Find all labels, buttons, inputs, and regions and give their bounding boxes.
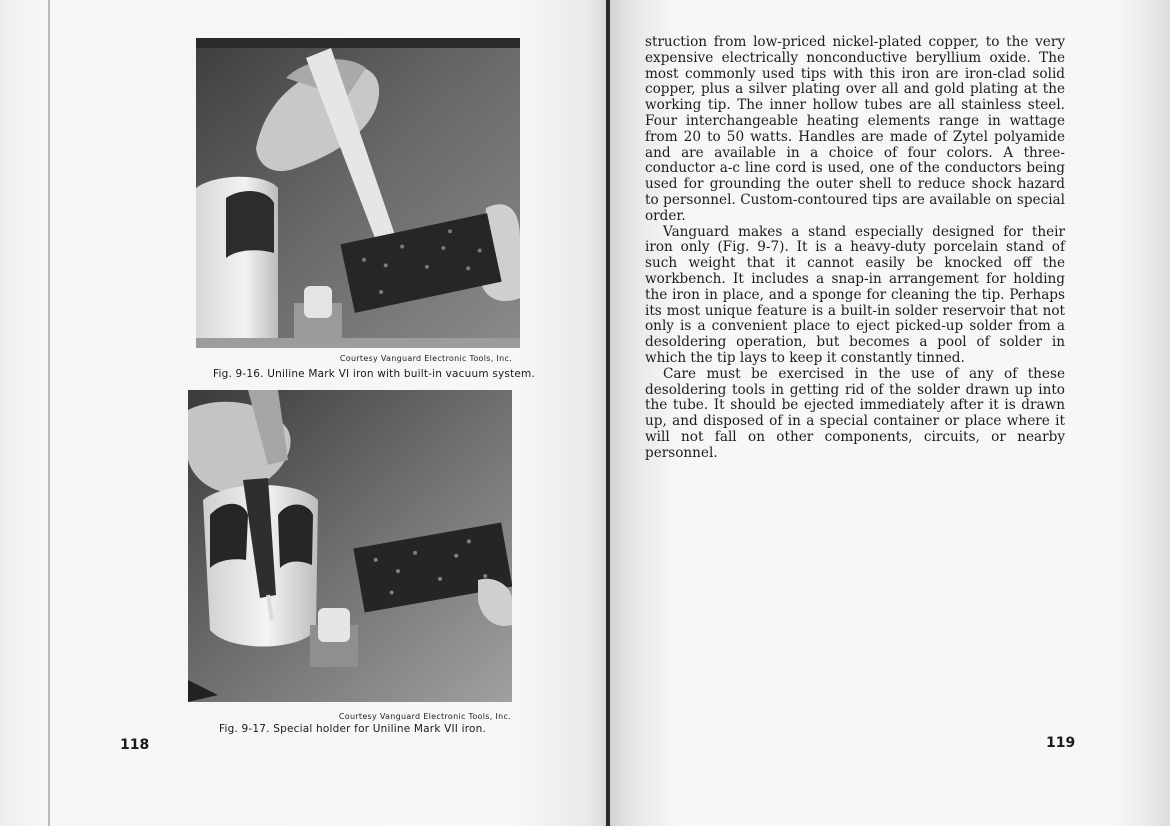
paragraph-2: Vanguard makes a stand especially designed for their iron only (Fig. 9-7). It is a heavy-duty porcelain stand of such weight that it cannot easily be knocked off the workbench. It includes a snap-in arrangement for holding the iron in place, and a sponge for cleaning the tip. Perhaps its most unique feature is a built-in solder reservoir that not only is a convenient place to eject picked-up solder from a desoldering operation, but becomes a pool of solder in which the tip lays to keep it constantly tinned. bbox=[645, 223, 1065, 366]
left-page-number: 118 bbox=[120, 737, 150, 753]
figure-9-17-credit: Courtesy Vanguard Electronic Tools, Inc. bbox=[338, 712, 511, 721]
right-page-number: 119 bbox=[1046, 735, 1076, 751]
figure-9-17-caption: Fig. 9-17. Special holder for Uniline Mark VII iron. bbox=[219, 723, 487, 735]
right-page-body bbox=[645, 35, 1065, 462]
paragraph-3: Care must be exercised in the use of any of these desoldering tools in getting rid of the solder drawn up into the tube. It should be ejected immediately after it is drawn up, and disposed of in a special container or place where it will not fall on other components, circuits, or nearby personnel. bbox=[645, 365, 1065, 461]
figure-9-16-photo bbox=[196, 38, 520, 348]
figure-9-17-photo bbox=[188, 390, 512, 702]
figure-9-16-credit: Courtesy Vanguard Electronic Tools, Inc. bbox=[339, 354, 512, 363]
figure-9-16-caption: Fig. 9-16. Uniline Mark VI iron with built-in vacuum system. bbox=[213, 368, 536, 380]
page-edge-shadow bbox=[48, 0, 50, 826]
paragraph-1: struction from low-priced nickel-plated copper, to the very expensive electrically nonconductive beryllium oxide. The most commonly used tips with this iron are iron-clad solid copper, plus a silver plating over all and gold plating at the working tip. The inner hollow tubes are all stainless steel. Four interchangeable heating elements range in wattage from 20 to 50 watts. Handles are made of Zytel polyamide and are available in a choice of four colors. A three-conductor a-c line cord is used, one of the conductors being used for grounding the outer shell to reduce shock hazard to personnel. Custom-contoured tips are available on special order. bbox=[645, 34, 1065, 224]
book-gutter bbox=[606, 0, 610, 826]
